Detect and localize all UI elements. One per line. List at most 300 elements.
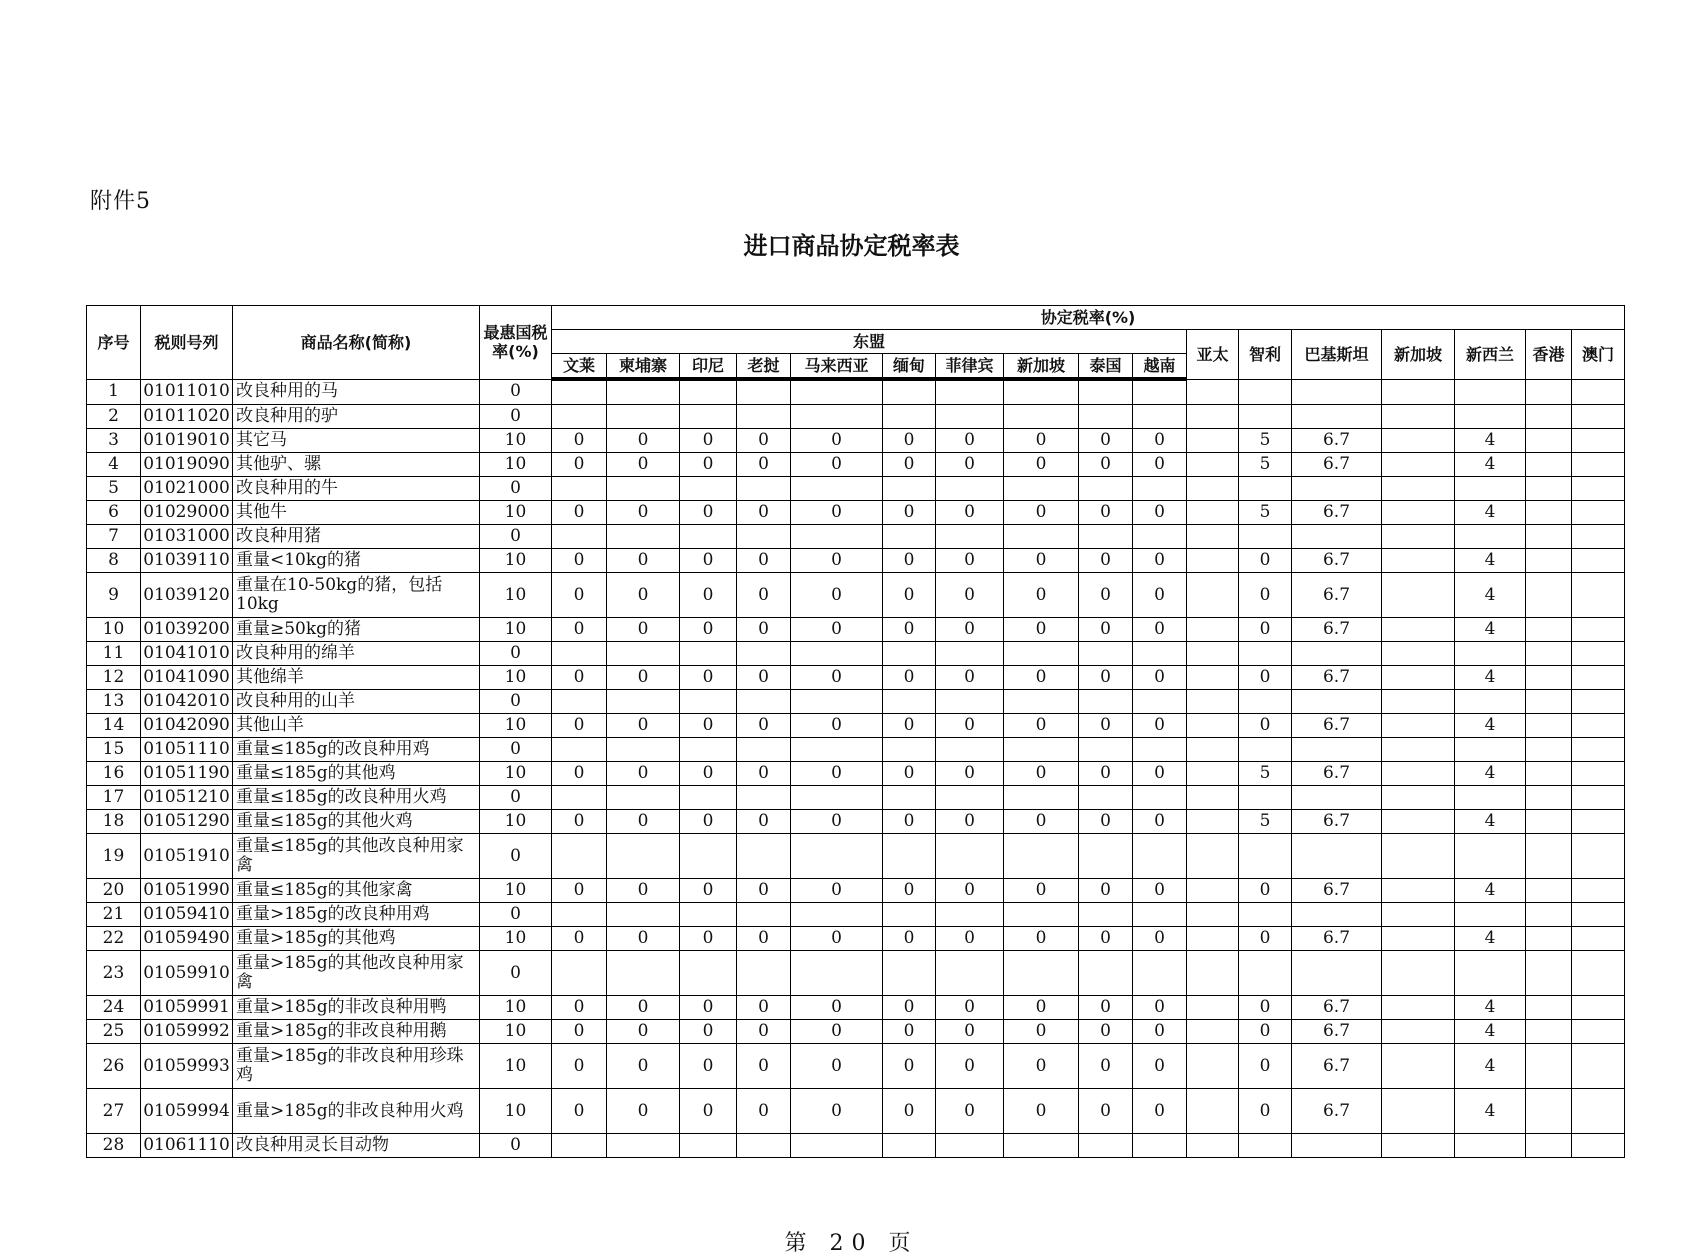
rate-cell: 0 — [1133, 1044, 1187, 1089]
table-row — [87, 618, 1625, 642]
rate-cell: 0 — [791, 1089, 883, 1134]
rate-cell: 0 — [1239, 879, 1292, 903]
seq-cell: 21 — [87, 903, 141, 927]
rate-cell — [791, 690, 883, 714]
table-row — [87, 1020, 1625, 1044]
rate-cell: 6.7 — [1292, 927, 1382, 951]
rate-cell: 0 — [680, 810, 737, 834]
rate-cell: 0 — [737, 429, 791, 453]
name-cell: 重量≤185g的其他改良种用家禽 — [233, 834, 480, 879]
rate-cell — [680, 642, 737, 666]
rate-cell — [1572, 642, 1625, 666]
rate-cell — [1187, 642, 1239, 666]
rate-cell — [1239, 379, 1292, 405]
rate-cell: 4 — [1455, 1020, 1526, 1044]
rate-cell — [791, 379, 883, 405]
rate-cell: 0 — [1133, 927, 1187, 951]
rate-cell — [1382, 738, 1455, 762]
rate-cell: 0 — [1004, 879, 1079, 903]
rate-cell: 0 — [607, 666, 680, 690]
rate-cell: 0 — [552, 927, 607, 951]
rate-cell — [607, 379, 680, 405]
rate-cell — [552, 477, 607, 501]
table-row — [87, 690, 1625, 714]
rate-cell — [1572, 1020, 1625, 1044]
rate-cell — [1239, 642, 1292, 666]
rate-cell — [1572, 453, 1625, 477]
mfn-cell: 0 — [480, 525, 552, 549]
rate-cell — [1572, 714, 1625, 738]
rate-cell: 0 — [1004, 810, 1079, 834]
rate-cell — [1292, 834, 1382, 879]
rate-cell — [1239, 903, 1292, 927]
rate-cell — [1079, 642, 1133, 666]
rate-cell — [1187, 1089, 1239, 1134]
rate-cell — [607, 903, 680, 927]
rate-cell: 4 — [1455, 666, 1526, 690]
rate-cell — [1455, 642, 1526, 666]
rate-cell — [1382, 642, 1455, 666]
rate-cell — [1382, 525, 1455, 549]
rate-cell: 0 — [936, 429, 1004, 453]
rate-cell — [1382, 786, 1455, 810]
seq-cell: 1 — [87, 379, 141, 405]
rate-cell — [1572, 834, 1625, 879]
rate-cell: 6.7 — [1292, 1089, 1382, 1134]
table-row — [87, 453, 1625, 477]
rate-cell — [1239, 477, 1292, 501]
seq-cell: 15 — [87, 738, 141, 762]
rate-cell: 0 — [883, 549, 936, 573]
rate-cell — [680, 525, 737, 549]
rate-cell — [1526, 1089, 1572, 1134]
rate-cell — [607, 525, 680, 549]
rate-cell: 0 — [607, 1020, 680, 1044]
rate-cell — [1292, 1134, 1382, 1158]
rate-cell — [1455, 477, 1526, 501]
rate-cell: 0 — [1004, 1089, 1079, 1134]
rate-cell: 0 — [791, 429, 883, 453]
header-asean-country: 越南 — [1133, 354, 1187, 380]
rate-cell: 0 — [1133, 810, 1187, 834]
seq-cell: 11 — [87, 642, 141, 666]
tariff-table — [86, 305, 1625, 1158]
rate-cell: 0 — [680, 996, 737, 1020]
mfn-cell: 0 — [480, 903, 552, 927]
rate-cell: 0 — [552, 549, 607, 573]
rate-cell — [1572, 525, 1625, 549]
rate-cell: 0 — [791, 501, 883, 525]
seq-cell: 23 — [87, 951, 141, 996]
table-row — [87, 996, 1625, 1020]
rate-cell: 0 — [936, 618, 1004, 642]
rate-cell: 0 — [552, 453, 607, 477]
rate-cell — [552, 786, 607, 810]
rate-cell — [1382, 1134, 1455, 1158]
name-cell: 重量≤185g的其他火鸡 — [233, 810, 480, 834]
rate-cell: 0 — [1079, 573, 1133, 618]
rate-cell: 0 — [791, 1020, 883, 1044]
table-row — [87, 903, 1625, 927]
rate-cell: 0 — [1079, 1020, 1133, 1044]
rate-cell — [1455, 1134, 1526, 1158]
rate-cell: 0 — [1079, 429, 1133, 453]
seq-cell: 12 — [87, 666, 141, 690]
rate-cell — [607, 951, 680, 996]
code-cell: 01059490 — [141, 927, 233, 951]
rate-cell: 0 — [883, 1044, 936, 1089]
rate-cell: 4 — [1455, 453, 1526, 477]
rate-cell — [791, 951, 883, 996]
rate-cell — [791, 834, 883, 879]
rate-cell — [737, 738, 791, 762]
rate-cell: 0 — [552, 762, 607, 786]
rate-cell — [1187, 501, 1239, 525]
table-row — [87, 951, 1625, 996]
rate-cell: 0 — [552, 714, 607, 738]
attachment-label: 附件5 — [90, 189, 151, 214]
rate-cell — [1572, 951, 1625, 996]
rate-cell — [1187, 379, 1239, 405]
rate-cell — [1187, 573, 1239, 618]
page-number: 第 20 页 — [784, 1231, 919, 1256]
rate-cell — [680, 690, 737, 714]
rate-cell — [737, 1134, 791, 1158]
rate-cell — [1239, 405, 1292, 429]
rate-cell — [1004, 477, 1079, 501]
rate-cell — [607, 690, 680, 714]
rate-cell: 0 — [680, 1044, 737, 1089]
rate-cell — [1382, 573, 1455, 618]
rate-cell — [1526, 453, 1572, 477]
header-asean-country: 印尼 — [680, 354, 737, 380]
rate-cell — [1187, 525, 1239, 549]
seq-cell: 5 — [87, 477, 141, 501]
rate-cell — [883, 642, 936, 666]
name-cell: 重量>185g的改良种用鸡 — [233, 903, 480, 927]
rate-cell — [1292, 951, 1382, 996]
seq-cell: 20 — [87, 879, 141, 903]
name-cell: 重量<10kg的猪 — [233, 549, 480, 573]
rate-cell — [552, 951, 607, 996]
name-cell: 重量≤185g的其他鸡 — [233, 762, 480, 786]
rate-cell: 0 — [1239, 1089, 1292, 1134]
name-cell: 重量≤185g的其他家禽 — [233, 879, 480, 903]
rate-cell — [883, 379, 936, 405]
code-cell: 01059992 — [141, 1020, 233, 1044]
rate-cell — [1079, 786, 1133, 810]
rate-cell — [1526, 1044, 1572, 1089]
rate-cell: 4 — [1455, 1044, 1526, 1089]
rate-cell: 6.7 — [1292, 996, 1382, 1020]
rate-cell — [1239, 525, 1292, 549]
mfn-cell: 10 — [480, 1089, 552, 1134]
name-cell: 改良种用猪 — [233, 525, 480, 549]
code-cell: 01011020 — [141, 405, 233, 429]
rate-cell: 0 — [1239, 1020, 1292, 1044]
rate-cell: 0 — [680, 549, 737, 573]
rate-cell — [1133, 1134, 1187, 1158]
rate-cell — [1572, 762, 1625, 786]
rate-cell: 0 — [883, 762, 936, 786]
rate-cell — [1382, 714, 1455, 738]
rate-cell: 0 — [1239, 618, 1292, 642]
rate-cell — [737, 642, 791, 666]
rate-cell: 0 — [737, 1089, 791, 1134]
rate-cell — [1292, 786, 1382, 810]
rate-cell: 0 — [737, 573, 791, 618]
code-cell: 01051290 — [141, 810, 233, 834]
rate-cell — [680, 738, 737, 762]
rate-cell — [883, 405, 936, 429]
mfn-cell: 10 — [480, 453, 552, 477]
rate-cell: 6.7 — [1292, 453, 1382, 477]
rate-cell — [1187, 927, 1239, 951]
rate-cell: 0 — [1133, 573, 1187, 618]
rate-cell — [680, 1134, 737, 1158]
header-asean: 东盟 — [552, 330, 1187, 354]
rate-cell: 4 — [1455, 762, 1526, 786]
rate-cell — [1004, 786, 1079, 810]
rate-cell — [1382, 405, 1455, 429]
rate-cell — [1572, 927, 1625, 951]
rate-cell: 0 — [791, 927, 883, 951]
rate-cell: 0 — [1079, 810, 1133, 834]
rate-cell — [1187, 405, 1239, 429]
rate-cell — [1455, 405, 1526, 429]
rate-cell — [1004, 690, 1079, 714]
rate-cell: 0 — [1133, 996, 1187, 1020]
name-cell: 重量>185g的非改良种用火鸡 — [233, 1089, 480, 1134]
mfn-cell: 0 — [480, 477, 552, 501]
rate-cell: 6.7 — [1292, 762, 1382, 786]
rate-cell — [1455, 525, 1526, 549]
rate-cell: 0 — [607, 996, 680, 1020]
rate-cell — [1526, 549, 1572, 573]
rate-cell: 5 — [1239, 501, 1292, 525]
rate-cell: 0 — [1004, 1044, 1079, 1089]
rate-cell: 5 — [1239, 810, 1292, 834]
mfn-cell: 10 — [480, 1044, 552, 1089]
rate-cell — [1187, 951, 1239, 996]
rate-cell — [1239, 786, 1292, 810]
mfn-cell: 10 — [480, 714, 552, 738]
rate-cell: 4 — [1455, 714, 1526, 738]
rate-cell — [1455, 903, 1526, 927]
rate-cell: 0 — [1239, 549, 1292, 573]
seq-cell: 26 — [87, 1044, 141, 1089]
table-row — [87, 573, 1625, 618]
seq-cell: 2 — [87, 405, 141, 429]
rate-cell — [1572, 618, 1625, 642]
rate-cell — [1526, 834, 1572, 879]
rate-cell — [1526, 501, 1572, 525]
name-cell: 其他驴、骡 — [233, 453, 480, 477]
rate-cell: 0 — [791, 714, 883, 738]
seq-cell: 25 — [87, 1020, 141, 1044]
rate-cell: 5 — [1239, 429, 1292, 453]
rate-cell: 4 — [1455, 618, 1526, 642]
rate-cell: 0 — [552, 996, 607, 1020]
table-row — [87, 549, 1625, 573]
rate-cell — [936, 379, 1004, 405]
rate-cell — [936, 786, 1004, 810]
rate-cell — [1004, 642, 1079, 666]
rate-cell — [1526, 690, 1572, 714]
rate-cell — [1133, 738, 1187, 762]
rate-cell — [1526, 738, 1572, 762]
rate-cell — [1079, 690, 1133, 714]
rate-cell — [1572, 549, 1625, 573]
rate-cell: 0 — [680, 573, 737, 618]
rate-cell: 0 — [791, 810, 883, 834]
rate-cell: 0 — [883, 429, 936, 453]
mfn-cell: 10 — [480, 810, 552, 834]
code-cell: 01039110 — [141, 549, 233, 573]
rate-cell: 0 — [791, 879, 883, 903]
rate-cell: 0 — [1004, 762, 1079, 786]
rate-cell: 0 — [680, 1089, 737, 1134]
rate-cell — [1572, 690, 1625, 714]
name-cell: 改良种用的牛 — [233, 477, 480, 501]
table-row — [87, 1044, 1625, 1089]
rate-cell — [936, 642, 1004, 666]
rate-cell — [883, 951, 936, 996]
rate-cell: 0 — [936, 1089, 1004, 1134]
rate-cell: 0 — [552, 810, 607, 834]
rate-cell — [791, 525, 883, 549]
rate-cell — [737, 903, 791, 927]
rate-cell — [1187, 666, 1239, 690]
code-cell: 01059991 — [141, 996, 233, 1020]
mfn-cell: 10 — [480, 549, 552, 573]
code-cell: 01051210 — [141, 786, 233, 810]
rate-cell — [1572, 501, 1625, 525]
rate-cell — [1526, 810, 1572, 834]
rate-cell — [883, 525, 936, 549]
seq-cell: 8 — [87, 549, 141, 573]
mfn-cell: 10 — [480, 762, 552, 786]
code-cell: 01019090 — [141, 453, 233, 477]
rate-cell: 6.7 — [1292, 573, 1382, 618]
name-cell: 重量>185g的非改良种用鸭 — [233, 996, 480, 1020]
table-body — [87, 379, 1625, 1158]
rate-cell: 0 — [607, 453, 680, 477]
code-cell: 01029000 — [141, 501, 233, 525]
rate-cell — [737, 525, 791, 549]
name-cell: 改良种用的山羊 — [233, 690, 480, 714]
table-row — [87, 1134, 1625, 1158]
rate-cell: 0 — [607, 573, 680, 618]
rate-cell — [552, 379, 607, 405]
rate-cell: 0 — [1079, 618, 1133, 642]
rate-cell — [1239, 951, 1292, 996]
rate-cell — [1455, 738, 1526, 762]
header-asean-country: 菲律宾 — [936, 354, 1004, 380]
rate-cell — [1079, 1134, 1133, 1158]
rate-cell: 0 — [1133, 1020, 1187, 1044]
rate-cell — [936, 525, 1004, 549]
rate-cell: 6.7 — [1292, 714, 1382, 738]
mfn-cell: 10 — [480, 666, 552, 690]
rate-cell: 0 — [1004, 996, 1079, 1020]
rate-cell: 0 — [737, 666, 791, 690]
rate-cell — [1133, 525, 1187, 549]
rate-cell — [1187, 477, 1239, 501]
rate-cell — [1572, 405, 1625, 429]
rate-cell — [1572, 996, 1625, 1020]
rate-cell — [680, 834, 737, 879]
rate-cell: 0 — [607, 618, 680, 642]
rate-cell: 0 — [737, 618, 791, 642]
name-cell: 其他牛 — [233, 501, 480, 525]
rate-cell — [552, 1134, 607, 1158]
rate-cell: 0 — [737, 549, 791, 573]
code-cell: 01019010 — [141, 429, 233, 453]
seq-cell: 6 — [87, 501, 141, 525]
rate-cell: 0 — [1133, 666, 1187, 690]
rate-cell: 0 — [552, 1044, 607, 1089]
rate-cell — [1133, 951, 1187, 996]
rate-cell — [791, 642, 883, 666]
rate-cell — [737, 477, 791, 501]
table-row — [87, 834, 1625, 879]
rate-cell — [1079, 903, 1133, 927]
rate-cell — [737, 405, 791, 429]
rate-cell: 0 — [1133, 879, 1187, 903]
rate-cell: 0 — [1239, 927, 1292, 951]
rate-cell: 6.7 — [1292, 618, 1382, 642]
rate-cell — [1292, 903, 1382, 927]
rate-cell: 0 — [607, 762, 680, 786]
header-code: 税则号列 — [141, 306, 233, 380]
rate-cell — [1133, 903, 1187, 927]
rate-cell: 4 — [1455, 879, 1526, 903]
table-row — [87, 927, 1625, 951]
table-row — [87, 405, 1625, 429]
rate-cell — [1292, 690, 1382, 714]
seq-cell: 17 — [87, 786, 141, 810]
rate-cell — [1292, 525, 1382, 549]
rate-cell: 0 — [1004, 714, 1079, 738]
rate-cell — [1382, 1020, 1455, 1044]
rate-cell: 0 — [936, 549, 1004, 573]
rate-cell: 0 — [737, 810, 791, 834]
rate-cell: 0 — [680, 714, 737, 738]
rate-cell — [1133, 477, 1187, 501]
header-name: 商品名称(简称) — [233, 306, 480, 380]
rate-cell — [1079, 834, 1133, 879]
rate-cell — [1455, 379, 1526, 405]
seq-cell: 28 — [87, 1134, 141, 1158]
rate-cell: 0 — [883, 927, 936, 951]
rate-cell: 0 — [607, 549, 680, 573]
rate-cell: 6.7 — [1292, 879, 1382, 903]
rate-cell: 0 — [1239, 996, 1292, 1020]
rate-cell — [936, 834, 1004, 879]
rate-cell — [1526, 927, 1572, 951]
mfn-cell: 0 — [480, 951, 552, 996]
rate-cell — [1382, 996, 1455, 1020]
rate-cell — [1079, 951, 1133, 996]
rate-cell: 4 — [1455, 1089, 1526, 1134]
rate-cell — [883, 690, 936, 714]
header-other: 香港 — [1526, 330, 1572, 380]
rate-cell — [1382, 879, 1455, 903]
rate-cell: 0 — [737, 714, 791, 738]
seq-cell: 3 — [87, 429, 141, 453]
rate-cell: 0 — [1004, 429, 1079, 453]
